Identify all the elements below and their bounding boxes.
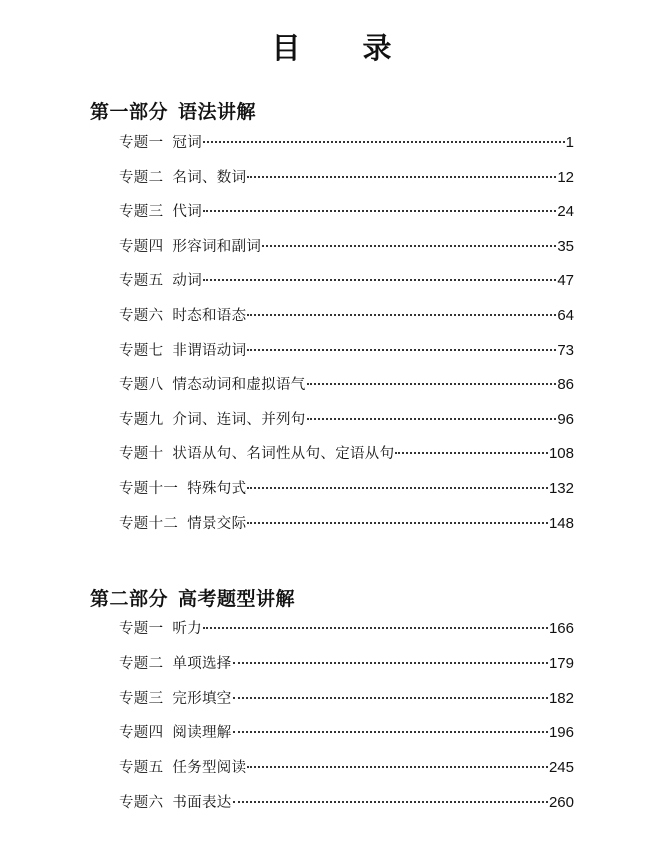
toc-list — [119, 619, 574, 828]
toc-entry — [119, 758, 574, 793]
topic-number: 专题九 — [119, 411, 164, 428]
topic-name: 情态动词和虚拟语气 — [172, 377, 306, 394]
topic-number: 专题五 — [119, 760, 164, 777]
page-number: 73 — [557, 341, 574, 359]
page-number: 86 — [557, 376, 574, 394]
dot-leader — [233, 662, 548, 664]
toc-entry — [119, 514, 574, 549]
dot-leader — [203, 627, 548, 629]
topic-number: 专题二 — [119, 655, 164, 672]
toc-entry — [119, 793, 574, 828]
topic-number: 专题五 — [119, 273, 164, 290]
topic-number: 专题一 — [119, 621, 164, 637]
topic-number: 专题六 — [119, 307, 164, 324]
topic-number: 专题三 — [119, 204, 164, 221]
dot-leader — [233, 697, 548, 699]
part-number: 第二部分 — [90, 588, 169, 610]
page-number: 179 — [548, 654, 574, 672]
topic-number: 专题十二 — [119, 515, 179, 532]
topic-name: 阅读理解 — [172, 725, 232, 742]
dot-leader — [307, 383, 557, 385]
topic-number: 专题八 — [119, 377, 164, 394]
toc-entry — [119, 479, 574, 514]
toc-entry — [119, 271, 574, 306]
toc-entry — [119, 341, 574, 376]
dot-leader — [203, 279, 556, 281]
topic-name: 时态和语态 — [172, 307, 247, 324]
topic-number: 专题一 — [119, 135, 164, 151]
topic-number: 专题二 — [119, 169, 164, 186]
dot-leader — [247, 766, 548, 768]
dot-leader — [262, 245, 556, 247]
topic-name: 完形填空 — [172, 690, 232, 707]
page-number: 35 — [557, 237, 574, 255]
topic-number: 专题十 — [119, 446, 164, 463]
toc-entry — [119, 237, 574, 272]
part-number: 第一部分 — [90, 101, 169, 123]
topic-name: 特殊句式 — [187, 480, 247, 497]
page-number: 47 — [557, 272, 574, 290]
page-number: 132 — [548, 479, 574, 497]
toc-entry — [119, 689, 574, 724]
page-number: 166 — [548, 620, 574, 637]
topic-name: 非谓语动词 — [172, 342, 247, 359]
page-number: 96 — [557, 410, 574, 428]
page-number: 12 — [557, 168, 574, 186]
topic-name: 形容词和副词 — [172, 238, 262, 255]
toc-list — [119, 133, 574, 548]
dot-leader — [233, 801, 548, 803]
dot-leader — [233, 731, 548, 733]
page-number: 245 — [548, 759, 574, 777]
dot-leader — [395, 452, 548, 454]
topic-number: 专题十一 — [119, 480, 179, 497]
topic-name: 状语从句、名词性从句、定语从句 — [172, 446, 395, 463]
toc-entry — [119, 375, 574, 410]
dot-leader — [247, 314, 556, 316]
toc-entry — [119, 133, 574, 168]
topic-name: 代词 — [172, 204, 203, 221]
topic-number: 专题七 — [119, 342, 164, 359]
part-heading — [90, 97, 256, 124]
dot-leader — [247, 349, 556, 351]
page-number: 260 — [548, 793, 574, 811]
page-number: 148 — [548, 514, 574, 532]
part-title: 高考题型讲解 — [178, 588, 296, 610]
part-heading — [90, 584, 295, 611]
page-number: 64 — [557, 306, 574, 324]
page-number: 182 — [548, 689, 574, 707]
toc-entry — [119, 306, 574, 341]
page-number: 196 — [548, 724, 574, 742]
part-title: 语法讲解 — [178, 101, 257, 123]
topic-name: 冠词 — [172, 135, 203, 151]
toc-entry — [119, 410, 574, 445]
topic-name: 任务型阅读 — [172, 760, 247, 777]
topic-number: 专题三 — [119, 690, 164, 707]
dot-leader — [247, 522, 548, 524]
topic-number: 专题四 — [119, 725, 164, 742]
topic-name: 介词、连词、并列句 — [172, 411, 306, 428]
page-number: 24 — [557, 203, 574, 221]
toc-entry — [119, 202, 574, 237]
topic-name: 情景交际 — [187, 515, 247, 532]
topic-name: 动词 — [172, 273, 203, 290]
topic-name: 单项选择 — [172, 655, 232, 672]
toc-entry — [119, 168, 574, 203]
toc-entry — [119, 444, 574, 479]
dot-leader — [247, 176, 556, 178]
topic-number: 专题六 — [119, 794, 164, 811]
page-number: 1 — [565, 134, 574, 151]
dot-leader — [307, 418, 557, 420]
dot-leader — [203, 141, 565, 143]
topic-name: 听力 — [172, 621, 203, 637]
dot-leader — [203, 210, 556, 212]
topic-number: 专题四 — [119, 238, 164, 255]
page-number: 108 — [548, 445, 574, 463]
page-title: 目 录 — [271, 31, 418, 65]
dot-leader — [247, 487, 548, 489]
topic-name: 名词、数词 — [172, 169, 247, 186]
topic-name: 书面表达 — [172, 794, 232, 811]
toc-entry — [119, 723, 574, 758]
toc-entry — [119, 654, 574, 689]
toc-entry — [119, 619, 574, 654]
